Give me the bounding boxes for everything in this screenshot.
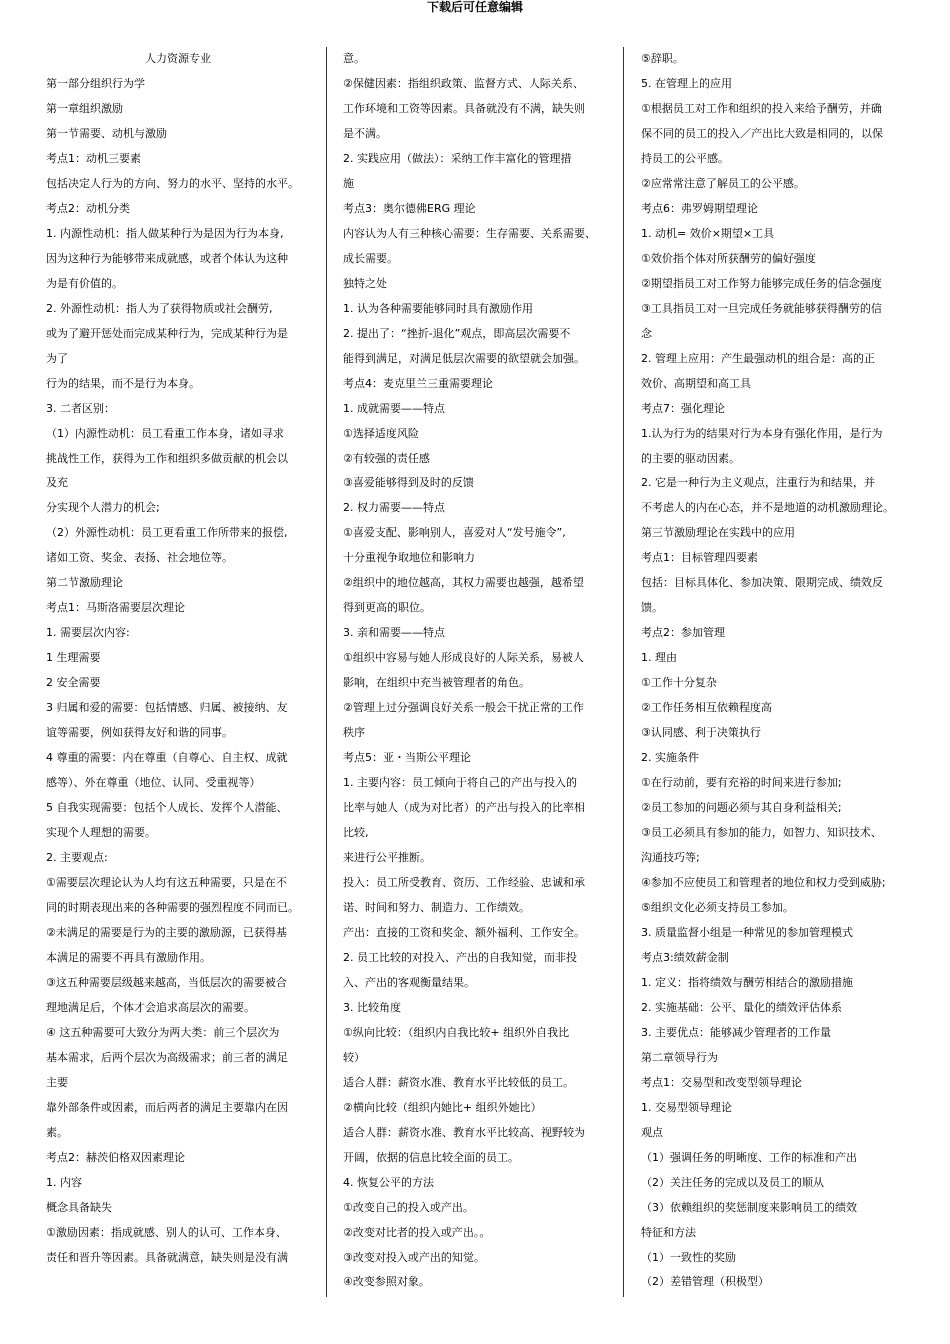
- text-line: 考点3:绩效薪金制: [641, 950, 729, 964]
- text-line: 观点: [641, 1125, 663, 1139]
- text-line: 适合人群：薪资水准、教育水平比较低的员工。: [343, 1075, 574, 1089]
- text-line: 本满足的需要不再具有激励作用。: [46, 950, 211, 964]
- text-line: 5. 在管理上的应用: [641, 76, 732, 90]
- text-line: ①改变自己的投入或产出。: [343, 1200, 474, 1214]
- text-line: 为是有价值的。: [46, 276, 123, 290]
- text-line: 1. 认为各种需要能够同时具有激励作用: [343, 301, 533, 315]
- text-line: 产出：直接的工资和奖金、额外福利、工作安全。: [343, 925, 585, 939]
- text-line: 诺、时间和努力、制造力、工作绩效。: [343, 900, 530, 914]
- text-line: 持员工的公平感。: [641, 151, 729, 165]
- text-line: 馈。: [641, 601, 663, 615]
- text-line: 不考虑人的内在心态，并不是地道的动机激励理论。: [641, 501, 894, 515]
- text-line: 沟通技巧等;: [641, 851, 700, 864]
- text-line: 2. 它是一种行为主义观点，注重行为和结果，并: [641, 476, 875, 490]
- text-line: ①激励因素：指成就感、别人的认可、工作本身、: [46, 1225, 287, 1239]
- text-line: 第一章组织激励: [46, 101, 123, 115]
- text-line: 1. 交易型领导理论: [641, 1100, 732, 1114]
- text-line: 1. 需要层次内容:: [46, 626, 130, 640]
- text-line: ①效价指个体对所获酬劳的偏好强度: [641, 251, 816, 265]
- text-line: ③工具指员工对一旦完成任务就能够获得酬劳的信: [641, 301, 882, 315]
- text-line: 同的时期表现出来的各种需要的强烈程度不同而已。: [46, 900, 299, 914]
- text-line: 素。: [46, 1125, 68, 1139]
- text-line: 1. 理由: [641, 651, 677, 665]
- text-line: 及充: [46, 476, 68, 490]
- text-line: 意。: [343, 52, 365, 65]
- text-line: ①在行动前，要有充裕的时间来进行参加;: [641, 776, 842, 790]
- text-line: 成长需要。: [343, 251, 398, 265]
- text-line: 3 归属和爱的需要：包括情感、归属、被接纳、友: [46, 701, 288, 715]
- text-line: 考点1：动机三要素: [46, 151, 141, 165]
- text-line: 入、产出的客观衡量结果。: [343, 975, 475, 989]
- text-line: ①选择适度风险: [343, 426, 419, 440]
- text-line: 3. 主要优点：能够减少管理者的工作量: [641, 1025, 831, 1039]
- text-line: 1. 动机= 效价×期望×工具: [641, 226, 775, 240]
- text-line: ②组织中的地位越高，其权力需要也越强，越希望: [343, 576, 584, 590]
- column-right: [641, 47, 917, 1295]
- text-line: ①组织中容易与她人形成良好的人际关系，易被人: [343, 651, 584, 665]
- text-line: 第二节激励理论: [46, 576, 123, 590]
- text-line: 考点1：目标管理四要素: [641, 551, 758, 565]
- text-line: 2. 外源性动机：指人为了获得物质或社会酬劳,: [46, 301, 273, 315]
- text-line: 2. 实践应用（做法）：采纳工作丰富化的管理措: [343, 151, 572, 165]
- text-line: 适合人群：薪资水准、教育水平比较高、视野较为: [343, 1125, 585, 1139]
- text-line: 3. 二者区别：: [46, 401, 115, 415]
- text-line: （2）差错管理（积极型）: [641, 1275, 769, 1289]
- text-line: ②期望指员工对工作努力能够完成任务的信念强度: [641, 276, 882, 290]
- text-line: 来进行公平推断。: [343, 851, 431, 864]
- text-line: 秩序: [343, 726, 365, 740]
- text-line: ⑤辞职。: [641, 52, 684, 65]
- text-line: 第三节激励理论在实践中的应用: [641, 526, 795, 540]
- text-line: 影响，在组织中充当被管理者的角色。: [343, 676, 530, 690]
- text-line: 第二章领导行为: [641, 1050, 718, 1064]
- text-line: ③喜爱能够得到及时的反馈: [343, 476, 474, 490]
- text-line: ②员工参加的问题必须与其自身利益相关;: [641, 801, 842, 815]
- column-divider: [326, 47, 327, 1297]
- text-line: 包括：目标具体化、参加决策、限期完成、绩效反: [641, 576, 883, 590]
- text-line: 靠外部条件或因素，而后两者的满足主要靠内在因: [46, 1100, 288, 1114]
- text-line: 基本需求，后两个层次为高级需求；前三者的满足: [46, 1050, 288, 1064]
- text-line: 挑战性工作，获得为工作和组织多做贡献的机会以: [46, 451, 288, 465]
- text-line: 3. 亲和需要——特点: [343, 626, 445, 640]
- text-line: 保不同的员工的投入／产出比大致是相同的，以保: [641, 126, 883, 140]
- text-line: ③员工必须具有参加的能力，如智力、知识技术、: [641, 826, 882, 840]
- text-line: 2. 实施基础：公平、量化的绩效评估体系: [641, 1000, 842, 1014]
- text-line: 第一节需要、动机与激励: [46, 126, 167, 140]
- text-line: 5 自我实现需要：包括个人成长、发挥个人潜能、: [46, 801, 288, 815]
- text-line: 2. 实施条件: [641, 751, 699, 765]
- text-line: 3. 质量监督小组是一种常见的参加管理模式: [641, 925, 853, 939]
- text-line: 主要: [46, 1075, 68, 1089]
- text-line: 行为的结果，而不是行为本身。: [46, 376, 200, 390]
- text-line: 投入：员工所受教育、资历、工作经验、忠诚和承: [343, 875, 585, 889]
- text-line: 1.认为行为的结果对行为本身有强化作用，是行为: [641, 426, 883, 440]
- text-line: ⑤组织文化必须支持员工参加。: [641, 900, 794, 914]
- text-line: ①需要层次理论认为人均有这五种需要，只是在不: [46, 875, 287, 889]
- column-divider: [623, 47, 624, 1297]
- text-line: 考点4：麦克里兰三重需要理论: [343, 376, 493, 390]
- text-line: ①工作十分复杂: [641, 676, 717, 690]
- text-line: 谊等需要，例如获得友好和谐的同事。: [46, 726, 233, 740]
- text-line: 开阔，依据的信息比较全面的员工。: [343, 1150, 519, 1164]
- text-line: 概念具备缺失: [46, 1200, 112, 1214]
- text-line: 感等）、外在尊重（地位、认同、受重视等）: [46, 776, 261, 790]
- text-line: 得到更高的职位。: [343, 601, 431, 615]
- text-line: 考点1：马斯洛需要层次理论: [46, 601, 185, 615]
- text-line: 4. 恢复公平的方法: [343, 1175, 434, 1189]
- text-line: 2. 主要观点:: [46, 851, 108, 864]
- column-left: [46, 47, 322, 1270]
- text-line: 2. 管理上应用：产生最强动机的组合是：高的正: [641, 351, 875, 365]
- text-line: 效价、高期望和高工具: [641, 376, 751, 390]
- text-line: 的主要的驱动因素。: [641, 451, 740, 465]
- text-line: ②有较强的责任感: [343, 451, 430, 465]
- text-line: （3）依赖组织的奖惩制度来影响员工的绩效: [641, 1200, 857, 1214]
- text-line: 包括决定人行为的方向、努力的水平、坚持的水平。: [46, 176, 299, 190]
- text-line: 内容认为人有三种核心需要：生存需要、关系需要、: [343, 226, 596, 240]
- text-line: ③这五种需要层级越来越高，当低层次的需要被合: [46, 975, 287, 989]
- text-line: 独特之处: [343, 276, 387, 290]
- text-line: 工作环境和工资等因素。具备就没有不满，缺失则: [343, 101, 585, 115]
- text-line: 实现个人理想的需要。: [46, 826, 156, 840]
- text-line: 理地满足后，个体才会追求高层次的需要。: [46, 1000, 255, 1014]
- text-line: ②保健因素：指组织政策、监督方式、人际关系、: [343, 76, 584, 90]
- text-line: 考点2：赫茨伯格双因素理论: [46, 1150, 185, 1164]
- text-line: 1. 成就需要——特点: [343, 401, 445, 415]
- text-line: ④参加不应使员工和管理者的地位和权力受到威胁;: [641, 875, 886, 889]
- text-line: 1. 主要内容：员工倾向于将自己的产出与投入的: [343, 776, 577, 790]
- text-line: 考点1：交易型和改变型领导理论: [641, 1075, 802, 1089]
- text-line: 特征和方法: [641, 1225, 696, 1239]
- text-line: ②改变对比者的投入或产出。。: [343, 1225, 491, 1239]
- text-line: ②管理上过分强调良好关系一般会干扰正常的工作: [343, 701, 584, 715]
- text-line: 2. 员工比较的对投入、产出的自我知觉，而非投: [343, 950, 577, 964]
- text-line: （1）强调任务的明晰度、工作的标准和产出: [641, 1150, 857, 1164]
- text-line: 1. 内源性动机：指人做某种行为是因为行为本身,: [46, 226, 284, 240]
- text-line: ②未满足的需要是行为的主要的激励源，已获得基: [46, 925, 287, 939]
- text-line: 考点7：强化理论: [641, 401, 725, 415]
- text-line: 能得到满足，对满足低层次需要的欲望就会加强。: [343, 351, 585, 365]
- text-line: 考点5：亚・当斯公平理论: [343, 751, 471, 765]
- text-line: 2. 权力需要——特点: [343, 501, 445, 515]
- text-line: 人力资源专业: [145, 52, 211, 65]
- text-line: 或为了避开惩处而完成某种行为，完成某种行为是: [46, 326, 288, 340]
- text-line: 4 尊重的需要：内在尊重（自尊心、自主权、成就: [46, 751, 288, 765]
- text-line: 第一部分组织行为学: [46, 76, 145, 90]
- text-line: 念: [641, 326, 652, 340]
- column-middle: [343, 47, 619, 1295]
- text-line: ②工作任务相互依赖程度高: [641, 701, 772, 715]
- text-line: 3. 比较角度: [343, 1000, 401, 1014]
- text-line: ④ 这五种需要可大致分为两大类：前三个层次为: [46, 1025, 280, 1039]
- text-line: 考点2：动机分类: [46, 201, 130, 215]
- text-line: ④改变参照对象。: [343, 1275, 430, 1289]
- text-line: 2. 提出了：“挫折-退化”观点，即高层次需要不: [343, 326, 571, 340]
- text-line: 比率与她人（成为对比者）的产出与投入的比率相: [343, 801, 585, 815]
- text-line: ③改变对投入或产出的知觉。: [343, 1250, 485, 1264]
- text-line: （1）内源性动机：员工看重工作本身，诸如寻求: [46, 426, 284, 440]
- text-line: （2）关注任务的完成以及员工的顺从: [641, 1175, 824, 1189]
- text-line: 1 生理需要: [46, 651, 101, 665]
- text-line: 责任和晋升等因素。具备就满意，缺失则是没有满: [46, 1250, 288, 1264]
- text-line: 分实现个人潜力的机会;: [46, 501, 160, 515]
- text-line: ②横向比较（组织内她比+ 组织外她比）: [343, 1100, 542, 1114]
- text-line: 考点3：奥尔德佛ERG 理论: [343, 201, 476, 215]
- text-line: 施: [343, 176, 354, 190]
- text-line: 考点6：弗罗姆期望理论: [641, 201, 758, 215]
- text-line: 因为这种行为能够带来成就感，或者个体认为这种: [46, 251, 288, 265]
- text-line: 比较,: [343, 826, 369, 840]
- text-line: 较）: [343, 1050, 365, 1064]
- text-line: ③认同感、利于决策执行: [641, 726, 761, 740]
- text-line: 诸如工资、奖金、表扬、社会地位等。: [46, 551, 233, 565]
- text-line: 是不满。: [343, 126, 387, 140]
- text-line: 考点2：参加管理: [641, 626, 725, 640]
- text-line: 十分重视争取地位和影响力: [343, 551, 475, 565]
- text-line: 1. 定义：指将绩效与酬劳相结合的激励措施: [641, 975, 853, 989]
- text-line: 为了: [46, 351, 68, 365]
- text-line: 2 安全需要: [46, 676, 101, 690]
- text-line: （2）外源性动机：员工更看重工作所带来的报偿,: [46, 526, 288, 540]
- text-line: ②应常常注意了解员工的公平感。: [641, 176, 805, 190]
- text-line: ①根据员工对工作和组织的投入来给予酬劳，并确: [641, 101, 882, 115]
- page-header: 下载后可任意编辑: [426, 0, 523, 14]
- text-line: ①喜爱支配、影响别人，喜爱对人“发号施令”,: [343, 526, 566, 540]
- text-line: ①纵向比较：（组织内自我比较+ 组织外自我比: [343, 1025, 570, 1039]
- text-line: 1. 内容: [46, 1175, 82, 1189]
- text-line: （1）一致性的奖励: [641, 1250, 736, 1264]
